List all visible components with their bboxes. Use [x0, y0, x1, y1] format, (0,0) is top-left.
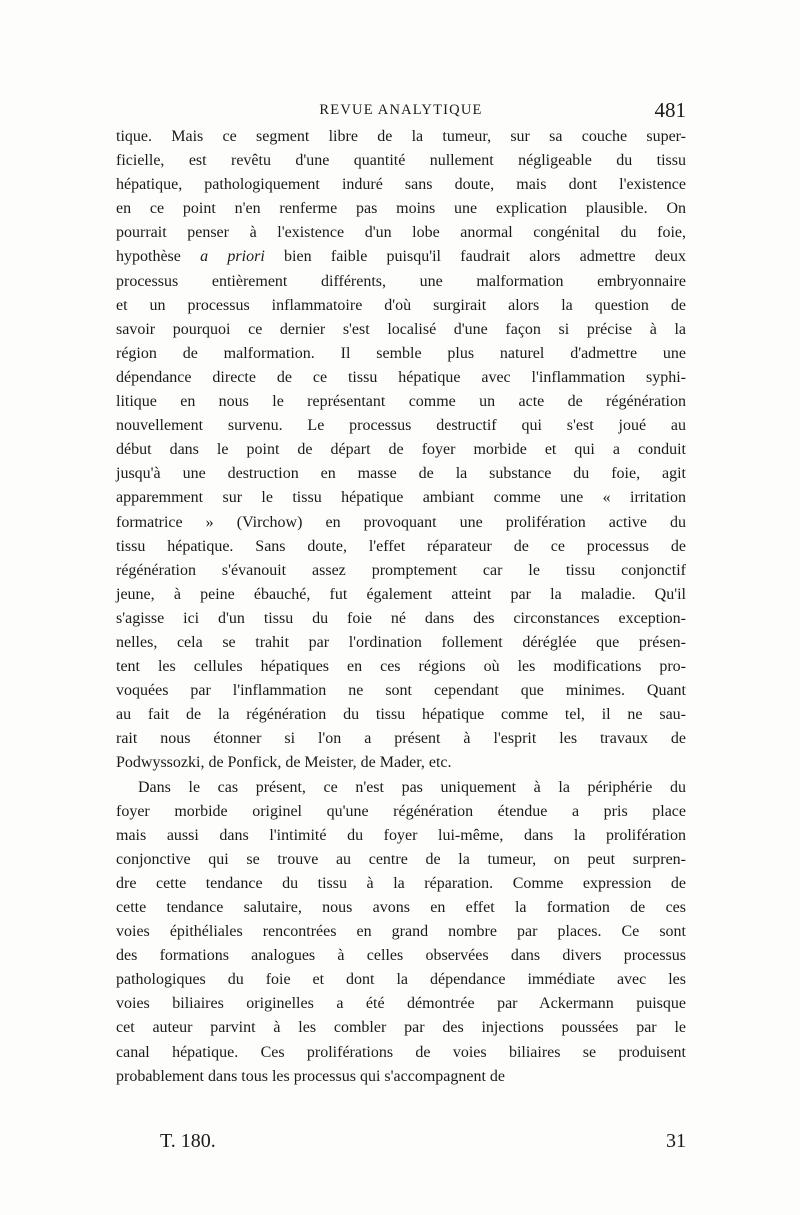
text-line: processus entièrement différents, une malformation embryonnaire: [116, 272, 686, 290]
italic-term: a priori: [200, 248, 265, 266]
text-line: région de malformation. Il semble plus naturel d'admettre une: [116, 344, 686, 362]
text-line: conjonctive qui se trouve au centre de la tumeur, on peut surpren-: [116, 850, 686, 868]
text-line: nelles, cela se trahit par l'ordination follement déréglée que présen-: [116, 633, 686, 651]
text-line: dépendance directe de ce tissu hépatique avec l'inflammation syphi-: [116, 368, 686, 386]
text-run: hypothèse: [116, 248, 201, 266]
body-text: [116, 128, 686, 1092]
text-line: Podwyssozki, de Ponfick, de Meister, de Mader, etc.: [116, 754, 452, 772]
paragraph-1: [116, 128, 686, 779]
text-line: canal hépatique. Ces proliférations de voies biliaires se produisent: [116, 1043, 686, 1061]
signature-mark: T. 180.: [160, 1130, 216, 1152]
text-line: en ce point n'en renferme pas moins une explication plausible. On: [116, 200, 686, 218]
text-line: tent les cellules hépatiques en ces régions où les modifications pro-: [116, 658, 686, 676]
running-title: REVUE ANALYTIQUE: [319, 102, 483, 118]
text-line: voquées par l'inflammation ne sont cependant que minimes. Quant: [116, 682, 686, 700]
text-line: pathologiques du foie et dont la dépendance immédiate avec les: [116, 971, 686, 989]
folio-number: 31: [666, 1130, 686, 1152]
page-header: [116, 98, 686, 124]
text-run: bien faible puisqu'il faudrait alors admettre deux: [264, 248, 687, 266]
text-line: apparemment sur le tissu hépatique ambiant comme une « irritation: [116, 489, 686, 507]
text-line: cette tendance salutaire, nous avons en effet la formation de ces: [116, 899, 686, 916]
text-line: et un processus inflammatoire d'où surgirait alors la question de: [116, 296, 686, 314]
text-line: nouvellement survenu. Le processus destructif qui s'est joué au: [116, 417, 686, 435]
text-line: pourrait penser à l'existence d'un lobe anormal congénital du foie,: [116, 224, 686, 242]
text-line: probablement dans tous les processus qui s'accompagnent de: [116, 1067, 506, 1085]
page-number: 481: [654, 98, 686, 122]
text-line: ficielle, est revêtu d'une quantité nullement négligeable du tissu: [116, 152, 686, 170]
text-line: Dans le cas présent, ce n'est pas uniquement à la périphérie du: [138, 778, 686, 796]
text-line: début dans le point de départ de foyer morbide et qui a conduit: [116, 441, 686, 459]
text-line: au fait de la régénération du tissu hépatique comme tel, il ne sau-: [116, 706, 686, 724]
text-line: hépatique, pathologiquement induré sans doute, mais dont l'existence: [116, 176, 686, 194]
text-line: s'agisse ici d'un tissu du foie né dans des circonstances exception-: [116, 609, 686, 627]
text-line: mais aussi dans l'intimité du foyer lui-même, dans la prolifération: [116, 826, 686, 844]
text-line: foyer morbide originel qu'une régénération étendue a pris place: [116, 802, 686, 820]
text-line: voies biliaires originelles a été démontrée par Ackermann puisque: [116, 995, 686, 1013]
text-line: tissu hépatique. Sans doute, l'effet réparateur de ce processus de: [116, 537, 686, 555]
text-line: [116, 248, 686, 272]
text-line: jeune, à peine ébauché, fut également atteint par la maladie. Qu'il: [116, 585, 686, 603]
text-line: dre cette tendance du tissu à la réparation. Comme expression de: [116, 874, 686, 892]
text-line: voies épithéliales rencontrées en grand nombre par places. Ce sont: [116, 923, 686, 941]
page-footer: [160, 1130, 686, 1156]
text-line: tique. Mais ce segment libre de la tumeur, sur sa couche super-: [116, 128, 686, 145]
text-line: des formations analogues à celles observées dans divers processus: [116, 947, 686, 965]
text-line: jusqu'à une destruction en masse de la substance du foie, agit: [116, 465, 686, 483]
text-line: régénération s'évanouit assez promptement car le tissu conjonctif: [116, 561, 686, 579]
text-line: savoir pourquoi ce dernier s'est localisé d'une façon si précise à la: [116, 320, 686, 338]
text-line: rait nous étonner si l'on a présent à l'esprit les travaux de: [116, 730, 686, 748]
paragraph-2: [116, 779, 686, 1092]
text-line: litique en nous le représentant comme un acte de régénération: [116, 393, 686, 411]
text-line: cet auteur parvint à les combler par des injections poussées par le: [116, 1019, 686, 1037]
text-line: formatrice » (Virchow) en provoquant une prolifération active du: [116, 513, 686, 531]
